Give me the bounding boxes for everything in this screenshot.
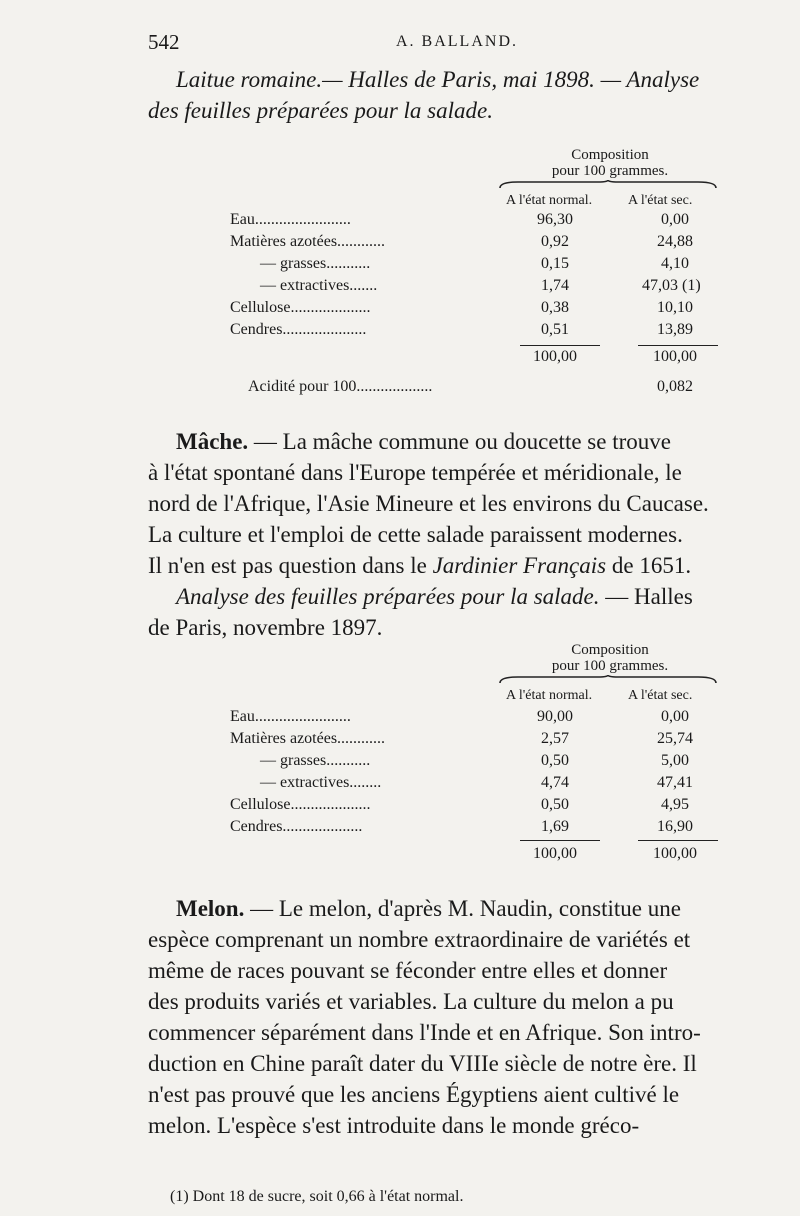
brace-icon [498, 180, 718, 190]
table-row [230, 730, 750, 752]
row-value-sec: 10,10 [657, 299, 693, 316]
sum-rule [520, 345, 600, 346]
analyse-heading: Analyse des feuilles préparées pour la salade. [176, 584, 600, 609]
row-value-normal: 90,00 [537, 708, 573, 725]
table-row [230, 211, 750, 233]
row-label: Cendres.................... [230, 818, 363, 835]
mache-line4: La culture et l'emploi de cette salade paraissent modernes. [148, 522, 683, 547]
row-value-normal: 1,69 [541, 818, 569, 835]
melon-paragraph [148, 893, 768, 1141]
row-value-normal: 2,57 [541, 730, 569, 747]
acidite-row [230, 378, 750, 400]
text-run: de 1651. [606, 553, 692, 578]
text-run: Il n'en est pas question dans le [148, 553, 433, 578]
table-total-row [230, 348, 750, 370]
row-label: Matières azotées............ [230, 233, 386, 250]
row-value-normal: 0,15 [541, 255, 569, 272]
mache-line1 [148, 426, 768, 457]
row-label: Eau........................ [230, 211, 351, 228]
sum-rule [520, 840, 600, 841]
page-header [148, 30, 768, 60]
mache-line5 [148, 550, 768, 581]
melon-line4: des produits variés et variables. La culture du melon a pu [148, 989, 674, 1014]
row-label: Matières azotées............ [230, 730, 386, 747]
laitue-title-line1: Laitue romaine.— Halles de Paris, mai 1898. — Analyse [176, 67, 700, 92]
row-value-normal: 96,30 [537, 211, 573, 228]
col-normal: A l'état normal. [506, 193, 593, 208]
table-row [230, 752, 750, 774]
composition-label: Composition [571, 147, 649, 163]
row-value-sec: 24,88 [657, 233, 693, 250]
composition-unit: pour 100 grammes. [551, 163, 669, 179]
laitue-table [230, 145, 750, 415]
table-total-row [230, 845, 750, 867]
table-row [230, 299, 750, 321]
mache-table [230, 640, 750, 870]
mache-heading: Mâche. [176, 429, 249, 454]
row-value-normal: 0,50 [541, 752, 569, 769]
row-value-sec: 16,90 [657, 818, 693, 835]
row-value-normal: 0,38 [541, 299, 569, 316]
melon-line5: commencer séparément dans l'Inde et en Afrique. Son intro- [148, 1020, 701, 1045]
row-value-normal: 4,74 [541, 774, 569, 791]
row-value-sec: 5,00 [661, 752, 689, 769]
row-value-sec: 47,41 [657, 774, 693, 791]
row-label: Eau........................ [230, 708, 351, 725]
mache-line3: nord de l'Afrique, l'Asie Mineure et les environs du Caucase. [148, 491, 709, 516]
mache-line6 [148, 581, 768, 612]
table-row [230, 774, 750, 796]
melon-line7: n'est pas prouvé que les anciens Égyptiens aient cultivé le [148, 1082, 680, 1107]
total-normal: 100,00 [533, 348, 577, 365]
book-title: Jardinier Français [432, 553, 607, 578]
melon-line6: duction en Chine paraît dater du VIIIe siècle de notre ère. Il [148, 1051, 697, 1076]
row-value-sec: 25,74 [657, 730, 693, 747]
row-value-sec: 4,95 [661, 796, 689, 813]
mache-line7: de Paris, novembre 1897. [148, 615, 383, 640]
row-value-sec: 4,10 [661, 255, 689, 272]
row-label: Cellulose.................... [230, 299, 371, 316]
row-label: — extractives........ [260, 774, 382, 791]
composition-unit: pour 100 grammes. [551, 658, 669, 674]
row-label: — extractives....... [260, 277, 378, 294]
running-head: A. BALLAND. [396, 33, 518, 50]
table-row [230, 708, 750, 730]
acidite-value: 0,082 [657, 378, 693, 395]
row-value-sec: 0,00 [661, 708, 689, 725]
row-label: — grasses........... [260, 255, 371, 272]
page-number: 542 [148, 30, 180, 54]
sum-rule [638, 840, 718, 841]
laitue-title [148, 64, 768, 126]
row-value-sec: 0,00 [661, 211, 689, 228]
sum-rule [638, 345, 718, 346]
text-run: — Halles [599, 584, 693, 609]
melon-heading: Melon. [176, 896, 245, 921]
row-value-normal: 1,74 [541, 277, 569, 294]
acidite-label: Acidité pour 100................... [248, 378, 433, 395]
total-normal: 100,00 [533, 845, 577, 862]
col-sec: A l'état sec. [628, 193, 693, 208]
brace-icon [498, 675, 718, 685]
row-label: — grasses........... [260, 752, 371, 769]
total-sec: 100,00 [653, 348, 697, 365]
table-row [230, 321, 750, 343]
row-value-sec: 47,03 (1) [642, 277, 701, 294]
composition-label: Composition [571, 642, 649, 658]
mache-paragraph [148, 426, 768, 643]
col-sec: A l'état sec. [628, 688, 693, 703]
mache-line2: à l'état spontané dans l'Europe tempérée et méridionale, le [148, 460, 682, 485]
table-row [230, 796, 750, 818]
melon-line2: espèce comprenant un nombre extraordinaire de variétés et [148, 927, 691, 952]
text-run: — La mâche commune ou doucette se trouve [248, 429, 671, 454]
row-label: Cendres..................... [230, 321, 367, 338]
row-value-normal: 0,50 [541, 796, 569, 813]
total-sec: 100,00 [653, 845, 697, 862]
row-label: Cellulose.................... [230, 796, 371, 813]
col-normal: A l'état normal. [506, 688, 593, 703]
table-row [230, 255, 750, 277]
laitue-title-line2: des feuilles préparées pour la salade. [148, 98, 493, 123]
row-value-normal: 0,51 [541, 321, 569, 338]
table-row [230, 818, 750, 840]
table-row [230, 233, 750, 255]
row-value-sec: 13,89 [657, 321, 693, 338]
footnote: (1) Dont 18 de sucre, soit 0,66 à l'état normal. [170, 1188, 464, 1205]
melon-line1 [148, 893, 768, 924]
melon-line3: même de races pouvant se féconder entre elles et donner [148, 958, 668, 983]
table-row [230, 277, 750, 299]
text-run: — Le melon, d'après M. Naudin, constitue une [244, 896, 681, 921]
row-value-normal: 0,92 [541, 233, 569, 250]
melon-line8: melon. L'espèce s'est introduite dans le monde gréco- [148, 1113, 640, 1138]
